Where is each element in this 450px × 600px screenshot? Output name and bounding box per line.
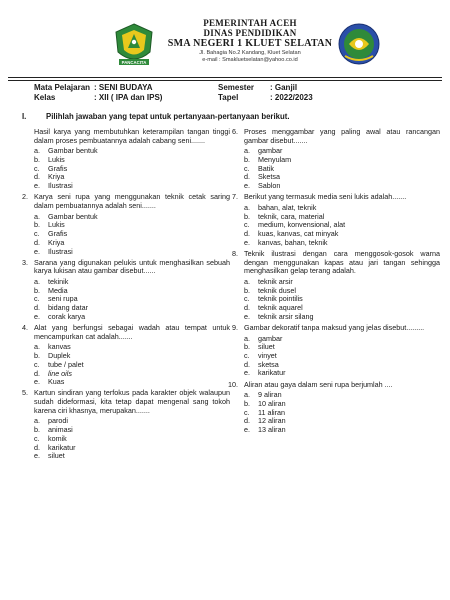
option-letter: a.: [34, 211, 40, 221]
letterhead-text: [150, 18, 350, 64]
option-letter: a.: [244, 203, 250, 213]
question-text: Berikut yang termasuk media seni lukis adalah.......: [244, 192, 407, 202]
school-email: e-mail : Smakluetselatan@yahoo.co.id: [202, 57, 298, 63]
option-text: seni rupa: [48, 294, 78, 304]
option-text: vinyet: [258, 351, 277, 361]
option-text: Batik: [258, 163, 274, 173]
option-letter: e.: [244, 237, 250, 247]
question-number: 6.: [232, 127, 238, 136]
option-letter: d.: [34, 237, 40, 247]
option-letter: c.: [34, 359, 40, 369]
option-letter: e.: [34, 246, 40, 256]
question-item: [22, 388, 230, 461]
option-letter: b.: [244, 285, 250, 295]
option-text: Grafis: [48, 163, 68, 173]
option-letter: b.: [244, 211, 250, 221]
question-text: Alat yang berfungsi sebagai wadah atau tempat untuk mencampurkan cat adalah.......: [34, 323, 230, 341]
question-text: Karya seni rupa yang menggunakan teknik cetak saring dalam pembuatannya adalah seni.......: [34, 192, 230, 211]
option-letter: a.: [244, 277, 250, 287]
answer-options: [244, 335, 440, 378]
question-text: Hasil karya yang membutuhkan keterampilan tangan tinggi dalam proses pembuatannya adalah cabang seni.......: [34, 127, 230, 145]
option-text: 12 aliran: [258, 416, 286, 426]
answer-options: [244, 391, 440, 434]
option-letter: d.: [244, 303, 250, 313]
option-letter: d.: [34, 303, 40, 313]
option-text: tekinik: [48, 277, 69, 287]
answer-option: [244, 182, 440, 191]
option-letter: a.: [34, 416, 40, 426]
letterhead: [0, 0, 450, 78]
option-text: Sketsa: [258, 172, 280, 182]
option-text: komik: [48, 433, 67, 443]
government-name: PEMERINTAH ACEH: [203, 18, 297, 28]
answer-option: [244, 426, 440, 435]
question-number: 7.: [232, 192, 238, 202]
option-text: kuas, kanvas, cat minyak: [258, 229, 339, 239]
option-letter: c.: [34, 163, 40, 173]
question-text: Proses menggambar yang paling awal atau rancangan gambar disebut.......: [244, 127, 440, 145]
option-text: siluet: [48, 451, 65, 461]
option-text: karikatur: [48, 442, 76, 452]
instruction-text: Pilihlah jawaban yang tepat untuk pertanyaan-pertanyaan berikut.: [46, 112, 290, 121]
option-text: Kriya: [48, 172, 65, 182]
question-item: [22, 257, 230, 322]
answer-options: [34, 213, 230, 256]
option-text: Kriya: [48, 237, 65, 247]
option-text: teknik, cara, material: [258, 211, 325, 221]
option-letter: e.: [34, 377, 40, 387]
info-row-year: [218, 93, 313, 103]
option-letter: d.: [34, 368, 40, 378]
question-number: 10.: [228, 379, 238, 389]
answer-options: [34, 278, 230, 321]
option-letter: c.: [34, 229, 40, 239]
question-item: [22, 323, 230, 387]
option-text: siluet: [258, 342, 275, 352]
option-letter: d.: [34, 172, 40, 182]
option-letter: d.: [244, 172, 250, 182]
option-text: teknik dusel: [258, 285, 296, 295]
option-letter: e.: [244, 368, 250, 378]
answer-option: [34, 378, 230, 387]
option-text: Duplek: [48, 351, 71, 361]
option-text: sketsa: [258, 359, 279, 369]
option-letter: a.: [34, 146, 40, 156]
option-text: Ilustrasi: [48, 181, 73, 191]
info-label: Kelas: [34, 93, 56, 102]
exam-info-right: [218, 83, 313, 103]
option-text: bahan, alat, teknik: [258, 203, 317, 213]
question-number: 4.: [22, 323, 28, 333]
option-text: 9 aliran: [258, 390, 282, 400]
answer-options: [34, 147, 230, 190]
option-text: 10 aliran: [258, 399, 286, 409]
option-letter: b.: [34, 220, 40, 230]
option-text: Grafis: [48, 229, 68, 239]
answer-options: [34, 417, 230, 460]
answer-option: [244, 313, 440, 322]
option-letter: c.: [34, 294, 40, 304]
option-text: Lukis: [48, 220, 65, 230]
option-letter: e.: [244, 311, 250, 321]
option-text: bidang datar: [48, 303, 88, 313]
info-row-subject: [34, 83, 162, 93]
question-item: [232, 323, 440, 378]
answer-options: [244, 204, 440, 247]
info-label: Mata Pelajaran: [34, 83, 91, 92]
info-value: : XII ( IPA dan IPS): [94, 93, 163, 102]
option-letter: d.: [34, 442, 40, 452]
option-text: gambar: [258, 333, 283, 343]
option-letter: c.: [244, 351, 250, 361]
option-letter: b.: [34, 285, 40, 295]
question-number: 2.: [22, 192, 28, 202]
answer-option: [244, 369, 440, 378]
question-number: 9.: [232, 323, 238, 333]
option-letter: d.: [244, 416, 250, 426]
info-value: : SENI BUDAYA: [94, 83, 153, 92]
info-label: Semester: [218, 83, 255, 92]
answer-options: [244, 278, 440, 321]
question-item: [34, 128, 230, 191]
option-letter: e.: [34, 311, 40, 321]
option-text: tube / palet: [48, 359, 84, 369]
option-letter: e.: [244, 425, 250, 435]
option-letter: d.: [244, 229, 250, 239]
option-text: kanvas, bahan, teknik: [258, 237, 328, 247]
answer-option: [244, 239, 440, 248]
option-letter: c.: [244, 294, 250, 304]
option-letter: c.: [244, 220, 250, 230]
answer-option: [34, 452, 230, 461]
option-letter: c.: [244, 163, 250, 173]
info-label: Tapel: [218, 93, 239, 102]
instruction: [22, 112, 290, 121]
answer-options: [34, 343, 230, 386]
header-rule-thick: [8, 77, 442, 78]
option-text: teknik arsir: [258, 277, 293, 287]
info-row-class: [34, 93, 162, 103]
exam-info-left: [34, 83, 162, 103]
answer-options: [244, 147, 440, 190]
option-letter: a.: [34, 342, 40, 352]
option-text: Media: [48, 285, 68, 295]
option-text: animasi: [48, 425, 73, 435]
option-text: medium, konvensional, alat: [258, 220, 346, 230]
option-text: Sablon: [258, 181, 281, 191]
info-value: : 2022/2023: [270, 93, 313, 102]
option-letter: b.: [244, 399, 250, 409]
option-text: parodi: [48, 416, 68, 426]
question-number: 5.: [22, 388, 28, 398]
option-letter: e.: [34, 451, 40, 461]
school-name: SMA NEGERI 1 KLUET SELATAN: [167, 38, 333, 49]
section-number: I.: [22, 112, 27, 121]
question-text: Kartun sindiran yang terfokus pada karakter objek walaupun sudah dideformasi, kita tetap dapat mengenal sang tokoh karena ciri khasnya, merupakan.......: [34, 388, 230, 415]
aceh-selatan-emblem-icon: [337, 22, 381, 66]
department-name: DINAS PENDIDIKAN: [203, 28, 297, 38]
option-text: Ilustrasi: [48, 246, 73, 256]
option-letter: b.: [34, 425, 40, 435]
option-letter: d.: [244, 359, 250, 369]
option-letter: c.: [244, 407, 250, 417]
questions-left-column: [22, 127, 230, 463]
question-text: Aliran atau gaya dalam seni rupa berjumlah ....: [244, 379, 393, 389]
option-letter: b.: [244, 342, 250, 352]
option-letter: e.: [34, 181, 40, 191]
question-item: [232, 248, 440, 322]
option-letter: a.: [34, 277, 40, 287]
option-text: line oils: [48, 368, 72, 378]
option-letter: e.: [244, 181, 250, 191]
question-item: [22, 192, 230, 256]
option-letter: a.: [244, 390, 250, 400]
info-value: : Ganjil: [270, 83, 298, 92]
question-item: [232, 127, 440, 191]
question-text: Teknik ilustrasi dengan cara menggosok-gosok warna dengan menggunakan kapas atau jari tangan sehingga menghasilkan gelap terang adalah.: [244, 248, 440, 276]
emblem-caption: PANCACITA: [121, 59, 147, 65]
question-item: [232, 192, 440, 247]
question-number: 8.: [232, 248, 238, 258]
info-row-semester: [218, 83, 313, 93]
option-letter: a.: [244, 146, 250, 156]
answer-option: [34, 182, 230, 191]
questions-right-column: [228, 127, 440, 437]
option-text: karikatur: [258, 368, 286, 378]
answer-option: [34, 313, 230, 322]
option-text: Lukis: [48, 155, 65, 165]
option-text: 11 aliran: [258, 407, 286, 417]
option-letter: c.: [34, 433, 40, 443]
header-rule-thin: [8, 80, 442, 81]
option-text: teknik aquarel: [258, 303, 303, 313]
option-text: Gambar bentuk: [48, 146, 98, 156]
option-text: Kuas: [48, 377, 65, 387]
question-number: 3.: [22, 257, 28, 267]
option-text: 13 aliran: [258, 425, 286, 435]
option-letter: b.: [34, 351, 40, 361]
question-text: Gambar dekoratif tanpa maksud yang jelas disebut.........: [244, 323, 425, 333]
question-item: [228, 379, 440, 435]
option-text: teknik pointilis: [258, 294, 303, 304]
option-letter: b.: [34, 155, 40, 165]
school-address: Jl. Bahagia No.2 Kandang, Kluet Selatan: [199, 50, 301, 56]
option-letter: b.: [244, 155, 250, 165]
option-letter: a.: [244, 333, 250, 343]
answer-option: [34, 248, 230, 257]
option-text: gambar: [258, 146, 283, 156]
option-text: teknik arsir silang: [258, 311, 314, 321]
option-text: kanvas: [48, 342, 71, 352]
question-text: Sarana yang digunakan pelukis untuk menghasilkan sebuah karya lukisan atau gambar disebut......: [34, 257, 230, 276]
option-text: Menyulam: [258, 155, 292, 165]
option-text: corak karya: [48, 311, 86, 321]
option-text: Gambar bentuk: [48, 211, 98, 221]
